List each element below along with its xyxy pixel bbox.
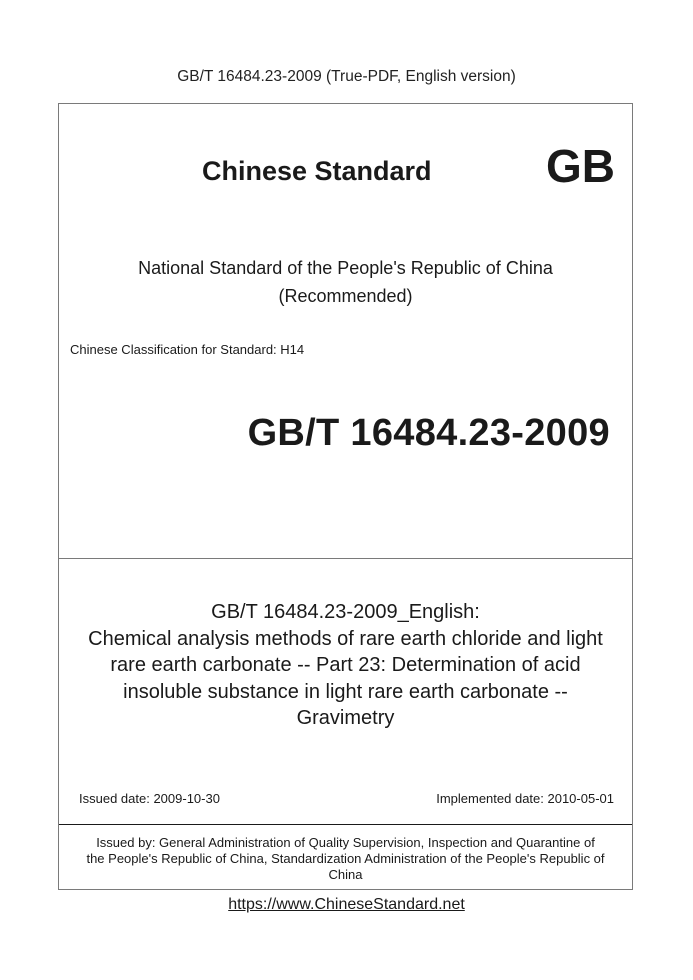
- cover-top-section: [59, 104, 632, 559]
- gb-mark: GB: [546, 140, 615, 192]
- issuer-line-2: the People's Republic of China, Standardization Administration of the People's Republic of: [86, 851, 605, 866]
- website-link[interactable]: https://www.ChineseStandard.net: [228, 896, 465, 913]
- national-line-1: National Standard of the People's Republic of China: [138, 258, 553, 278]
- chinese-standard-heading: Chinese Standard: [202, 156, 432, 186]
- standard-number: GB/T 16484.23-2009: [247, 412, 610, 454]
- cover-frame: [58, 103, 633, 890]
- issued-date: Issued date: 2009-10-30: [79, 791, 220, 806]
- page-header: GB/T 16484.23-2009 (True-PDF, English version): [177, 68, 516, 85]
- issuer-section: [59, 824, 632, 890]
- issuer-line-1: Issued by: General Administration of Quality Supervision, Inspection and Quarantine of: [96, 835, 595, 850]
- issued-by-text: [59, 835, 632, 883]
- implemented-date: Implemented date: 2010-05-01: [436, 791, 614, 806]
- title-line-4: insoluble substance in light rare earth carbonate --: [123, 680, 568, 703]
- title-line-5: Gravimetry: [296, 707, 395, 729]
- national-line-2: (Recommended): [278, 286, 413, 306]
- national-standard-text: [59, 254, 632, 310]
- document-title: [59, 599, 632, 732]
- title-line-3: rare earth carbonate -- Part 23: Determination of acid: [110, 654, 581, 676]
- issuer-line-3: China: [328, 867, 363, 882]
- title-line-1: GB/T 16484.23-2009_English:: [211, 601, 480, 623]
- title-line-2: Chemical analysis methods of rare earth chloride and light: [88, 627, 603, 650]
- classification-text: Chinese Classification for Standard: H14: [70, 342, 305, 357]
